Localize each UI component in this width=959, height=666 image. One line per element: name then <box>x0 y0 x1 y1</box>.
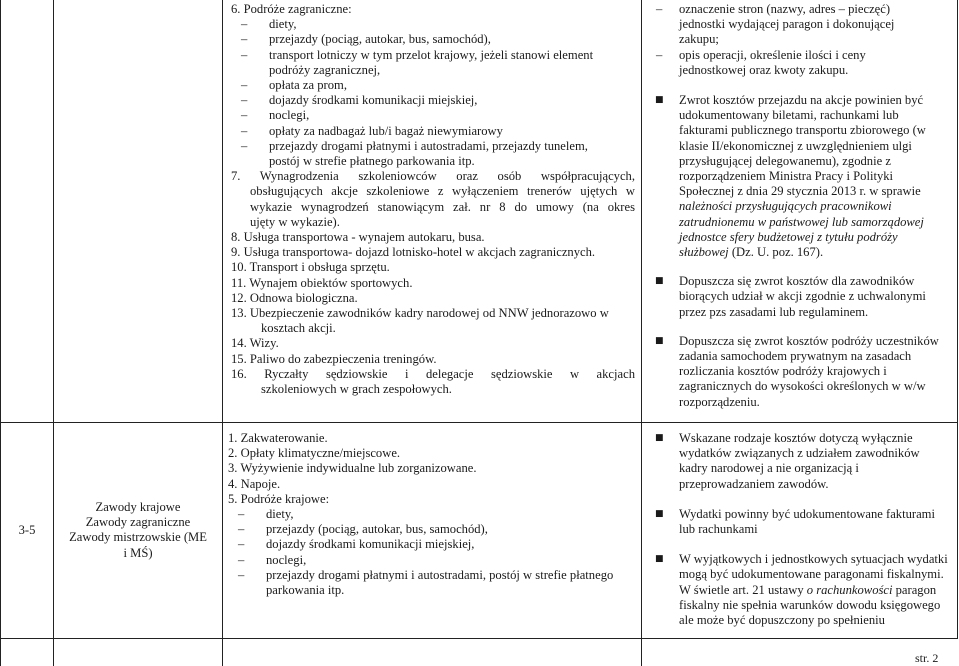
remark-bullet-documentation <box>650 507 955 537</box>
remark-line: udokumentowany biletami, rachunkami lub <box>679 108 899 123</box>
remark-line: biorących udział w akcji zgodnie z uchwalonymi <box>679 289 926 304</box>
list-item: 1. Zakwaterowanie. <box>228 431 328 445</box>
bottom-remarks <box>650 431 955 643</box>
remark-line: – opis operacji, określenie ilości i ceny <box>679 47 866 62</box>
remark-line: rozporządzeniu. <box>679 394 760 409</box>
remark-line: przysługującej delegowanemu), zgodnie z <box>679 153 891 168</box>
list-heading-foreign-travel: 6. Podróże zagraniczne: <box>231 2 352 16</box>
remark-line: Społecznej z dnia 29 stycznia 2013 r. w sprawie <box>679 184 921 199</box>
list-item-remuneration: 7. Wynagrodzenia szkoleniowców oraz osób współpracujących, <box>231 169 635 184</box>
remark-italic-text: służbowej <box>679 245 729 260</box>
list-item-continuation: kosztach akcji. <box>261 321 336 336</box>
table-border-left <box>0 0 1 666</box>
list-item: – transport lotniczy w tym przelot krajowy, jeżeli stanowi element <box>231 48 635 63</box>
list-item: 4. Napoje. <box>228 476 281 491</box>
list-item: 11. Wynajem obiektów sportowych. <box>231 275 413 290</box>
remark-line: jednostkowej oraz kwoty zakupu. <box>679 62 849 77</box>
list-item: – przejazdy (pociąg, autokar, bus, samochód), <box>228 522 638 537</box>
list-item: 14. Wizy. <box>231 336 279 351</box>
remark-italic-text: o rachunkowości <box>806 582 893 597</box>
list-item-continuation: ujęty w wykazie). <box>250 214 340 229</box>
remark-line <box>679 583 955 598</box>
list-item-continuation: parkowania itp. <box>266 583 345 598</box>
remark-text: W świetle art. 21 ustawy <box>679 582 807 597</box>
remark-line: przeprowadzaniem zawodów. <box>679 476 829 491</box>
top-cost-list <box>231 2 635 397</box>
list-item: – opłaty za nadbagaż lub/i bagaż niewymiarowy <box>231 124 635 139</box>
list-item: 9. Usługa transportowa- dojazd lotnisko-hotel w akcjach zagranicznych. <box>231 245 596 260</box>
remark-line: zadania samochodem prywatnym na zasadach <box>679 349 912 364</box>
list-item: – przejazdy drogami płatnymi i autostradami, przejazdy tunelem, <box>231 139 635 154</box>
remark-line: ■ Dopuszcza się zwrot kosztów dla zawodników <box>679 274 915 289</box>
remark-line: ale może być dopuszczony po spełnieniu <box>679 613 885 628</box>
remark-bullet-fiscal-receipts <box>650 552 955 628</box>
remark-line <box>679 245 955 260</box>
table-border-col3 <box>641 0 642 666</box>
remark-line: ■ Dopuszcza się zwrot kosztów podróży uczestników <box>679 333 939 348</box>
remark-line: przez pzs zasadami lub regulaminem. <box>679 304 869 319</box>
list-item: – dojazdy środkami komunikacji miejskiej, <box>228 537 638 552</box>
remark-line: zakupu; <box>679 32 719 47</box>
competition-type: Zawody zagraniczne <box>85 515 191 530</box>
remark-line: ■ Wydatki powinny być udokumentowane fakturami <box>679 506 935 521</box>
list-item-continuation: szkoleniowych w grach zespołowych. <box>261 382 452 397</box>
remark-line: fakturami publicznego transportu zbiorowego (w <box>679 123 926 138</box>
remark-line: ■ W wyjątkowych i jednostkowych sytuacjach wydatki <box>679 552 948 567</box>
list-item: 12. Odnowa biologiczna. <box>231 290 358 305</box>
remark-text: paragon <box>892 582 937 597</box>
list-item: 10. Transport i obsługa sprzętu. <box>231 260 390 275</box>
list-item-continuation: podróży zagranicznej, <box>269 62 381 77</box>
remark-line: – oznaczenie stron (nazwy, adres – pieczęć) <box>679 2 891 16</box>
list-item: 16. Ryczałty sędziowskie i delegacje sędziowskie w akcjach <box>231 366 635 381</box>
remark-line: ■ Wskazane rodzaje kosztów dotyczą wyłącznie <box>679 431 913 445</box>
remark-bullet-athletes <box>650 274 955 320</box>
remark-line: fiskalny nie spełnia warunków dowodu księgowego <box>679 597 941 612</box>
competition-types <box>55 500 221 561</box>
remark-bullet-private-car <box>650 334 955 410</box>
list-item: – dojazdy środkami komunikacji miejskiej, <box>231 93 635 108</box>
list-item-continuation: wykazie wynagrodzeń stanowiącym zał. nr 8 do umowy (na okres <box>250 199 635 214</box>
table-border-col2 <box>222 0 223 666</box>
list-item: 8. Usługa transportowa - wynajem autokaru, busa. <box>231 230 485 245</box>
competition-type: i MŚ) <box>123 545 153 560</box>
remark-line: ■ Zwrot kosztów przejazdu na akcje powinien być <box>679 93 924 108</box>
competition-type: Zawody krajowe <box>95 500 181 514</box>
row-number: 3-5 <box>18 523 36 537</box>
competition-type: Zawody mistrzowskie (ME <box>69 530 207 545</box>
list-item: – diety, <box>231 17 635 32</box>
remark-line: należności przysługujących pracownikowi <box>679 199 892 214</box>
list-item: 13. Ubezpieczenie zawodników kadry narodowej od NNW jednorazowo w <box>231 306 609 321</box>
remark-dash-operation <box>650 48 955 78</box>
list-item: – przejazdy (pociąg, autokar, bus, samochód), <box>231 32 635 47</box>
list-heading-domestic-travel: 5. Podróże krajowe: <box>228 491 330 506</box>
remark-bullet-scope <box>650 431 955 492</box>
remark-text: (Dz. U. poz. 167). <box>728 245 824 260</box>
remark-line: mogą być udokumentowane paragonami fiskalnymi. <box>679 567 944 582</box>
list-item: – noclegi, <box>231 108 635 123</box>
remark-dash-receipt-parties <box>650 2 955 48</box>
list-item: – przejazdy drogami płatnymi i autostradami, postój w strefie płatnego <box>228 568 638 583</box>
remark-line: lub rachunkami <box>679 522 758 537</box>
remark-line: zagranicznych do wysokości określonych w w/w <box>679 379 926 394</box>
list-item: 15. Paliwo do zabezpieczenia treningów. <box>231 351 437 366</box>
remark-line: kadry narodowej a nie organizacją i <box>679 461 859 476</box>
bottom-cost-list <box>228 431 638 598</box>
remark-line: zatrudnionemu w państwowej lub samorządowej <box>679 214 924 229</box>
list-item: 3. Wyżywienie indywidualne lub zorganizowane. <box>228 461 477 476</box>
table-border-right <box>957 0 958 639</box>
list-item-continuation: obsługujących akcje szkoleniowe z wyłączeniem trenerów ujętych w <box>250 184 635 199</box>
list-item: 2. Opłaty klimatyczne/miejscowe. <box>228 446 401 461</box>
remark-line: klasie II/ekonomicznej z uwzględnieniem ulgi <box>679 138 912 153</box>
list-item: – opłata za prom, <box>231 78 635 93</box>
list-item: – noclegi, <box>228 553 638 568</box>
remark-line: wydatków związanych z udziałem zawodników <box>679 446 920 461</box>
table-border-col1 <box>53 0 54 666</box>
remark-line: jednostce sfery budżetowej z tytułu podróży <box>679 229 898 244</box>
list-item-continuation: postój w strefie płatnego parkowania itp. <box>269 154 475 169</box>
remark-bullet-travel-reimbursement <box>650 93 955 260</box>
remark-line: rozporządzeniem Ministra Pracy i Polityki <box>679 169 894 184</box>
page-number: str. 2 <box>915 651 939 665</box>
list-item: – diety, <box>228 507 638 522</box>
remark-line: rozliczania kosztów podróży krajowych i <box>679 364 887 379</box>
top-remarks <box>650 2 955 425</box>
remark-line: jednostki wydającej paragon i dokonującej <box>679 17 895 32</box>
